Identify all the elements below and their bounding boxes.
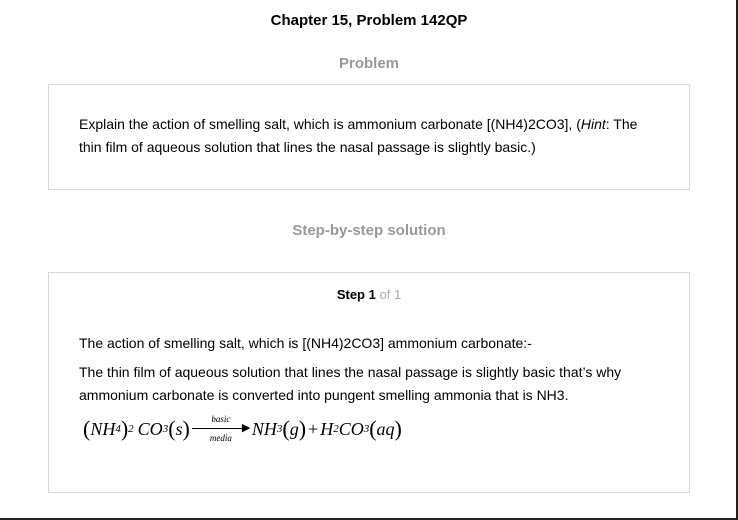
eq-h2co3-co: CO [338,418,364,439]
eq-paren: ( [369,416,377,441]
problem-text-part1: Explain the action of smelling salt, which is ammonium carbonate [(NH4)2CO3], ( [79,116,581,132]
eq-paren: ( [83,416,91,441]
step-box [48,272,690,493]
eq-nh4: NH [90,418,116,439]
solution-heading: Step-by-step solution [292,222,446,239]
solution-line-1: The action of smelling salt, which is [(NH4)2CO3] ammonium carbonate:- [79,335,532,351]
arrow-condition-bottom: media [209,433,232,443]
arrow-condition-top: basic [211,414,231,424]
eq-plus: + [308,418,319,439]
solution-line-2: The thin film of aqueous solution that lines the nasal passage is slightly basic that’s why ammonium carbonate is converted into pungent smelling ammonia that is NH3. [79,364,622,403]
eq-state-s: s [175,418,183,439]
eq-paren: ) [120,416,129,441]
reaction-arrow [192,414,250,444]
eq-nh3: NH [251,418,277,439]
eq-paren: ) [298,416,307,441]
hint-label: Hint [580,116,606,132]
eq-nh4-sub: 4 [115,423,121,435]
page-title: Chapter 15, Problem 142QP [270,12,468,29]
eq-h2co3-co-sub: 3 [363,423,370,435]
problem-text [79,113,659,159]
eq-paren: ) [182,416,190,441]
eq-paren: ) [394,416,402,441]
arrow-shaft [192,428,246,429]
step-word: Step [336,287,365,302]
problem-box [48,84,690,190]
problem-text-part2: : The thin film of aqueous solution that lines the nasal passage is slightly basic.) [79,116,638,155]
eq-paren: ( [168,416,176,441]
eq-h-sub: 2 [333,423,339,435]
eq-h: H [320,418,334,439]
eq-co3-sub: 3 [162,423,169,435]
eq-paren: ( [282,416,290,441]
step-of: of 1 [379,287,402,302]
step-indicator [49,287,689,302]
eq-nh4-outer-sub: 2 [128,423,134,435]
reaction-equation [83,409,402,449]
eq-nh3-sub: 3 [276,423,283,435]
eq-state-aq: aq [376,418,395,439]
problem-heading: Problem [338,55,399,72]
eq-co3: CO [137,418,163,439]
arrow-head-icon: ▶ [241,422,251,434]
eq-state-g: g [289,418,299,439]
step-number: 1 [368,287,376,302]
